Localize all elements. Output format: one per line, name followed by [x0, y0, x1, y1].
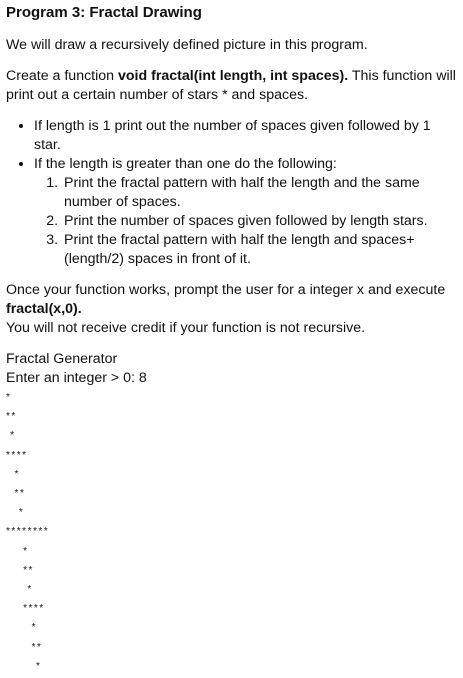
- sample-output: [6, 350, 457, 676]
- star-line: ********: [6, 526, 50, 538]
- step-item: 3. Print the fractal pattern with half the length and spaces+ (length/2) spaces in front of it.: [62, 231, 457, 269]
- intro-paragraph: We will draw a recursively defined picture in this program.: [6, 37, 368, 53]
- function-description: [6, 67, 457, 105]
- page-title: Program 3: Fractal Drawing: [6, 4, 202, 21]
- function-signature: void fractal(int length, int spaces).: [118, 68, 349, 84]
- instructions-paragraph: [6, 281, 457, 338]
- star-line: *: [6, 584, 33, 596]
- function-description-pre: Create a function: [6, 68, 118, 84]
- recursion-note: You will not receive credit if your function is not recursive.: [6, 320, 366, 336]
- star-line: **: [6, 488, 26, 500]
- star-line: *: [6, 622, 38, 634]
- star-line: *: [6, 507, 25, 519]
- rule-item-label: If the length is greater than one do the following:: [34, 156, 337, 172]
- star-line: **: [6, 411, 17, 423]
- steps-list: [34, 174, 457, 269]
- star-line: *: [6, 392, 12, 403]
- rules-list: [6, 117, 457, 269]
- star-line: *: [6, 545, 29, 557]
- step-item: 1. Print the fractal pattern with half the length and the same number of spaces.: [62, 174, 457, 212]
- star-line: *: [6, 468, 20, 480]
- star-pattern: [6, 388, 457, 676]
- star-line: **: [6, 641, 43, 653]
- function-description-post: This function will print out a certain number of stars * and spaces.: [6, 68, 456, 103]
- instructions-pre: Once your function works, prompt the user for a integer x and execute: [6, 282, 446, 298]
- star-line: ****: [6, 449, 28, 461]
- output-header: Fractal Generator: [6, 351, 118, 367]
- star-line: ****: [6, 603, 45, 615]
- output-prompt: Enter an integer > 0: 8: [6, 370, 147, 386]
- star-line: *: [6, 430, 16, 442]
- rule-item: [34, 155, 457, 269]
- star-line: **: [6, 564, 34, 576]
- rule-item: • If length is 1 print out the number of spaces given followed by 1 star.: [34, 117, 457, 155]
- star-line: *: [6, 660, 42, 672]
- step-item: 2. Print the number of spaces given followed by length stars.: [62, 212, 457, 231]
- fractal-call: fractal(x,0).: [6, 301, 82, 317]
